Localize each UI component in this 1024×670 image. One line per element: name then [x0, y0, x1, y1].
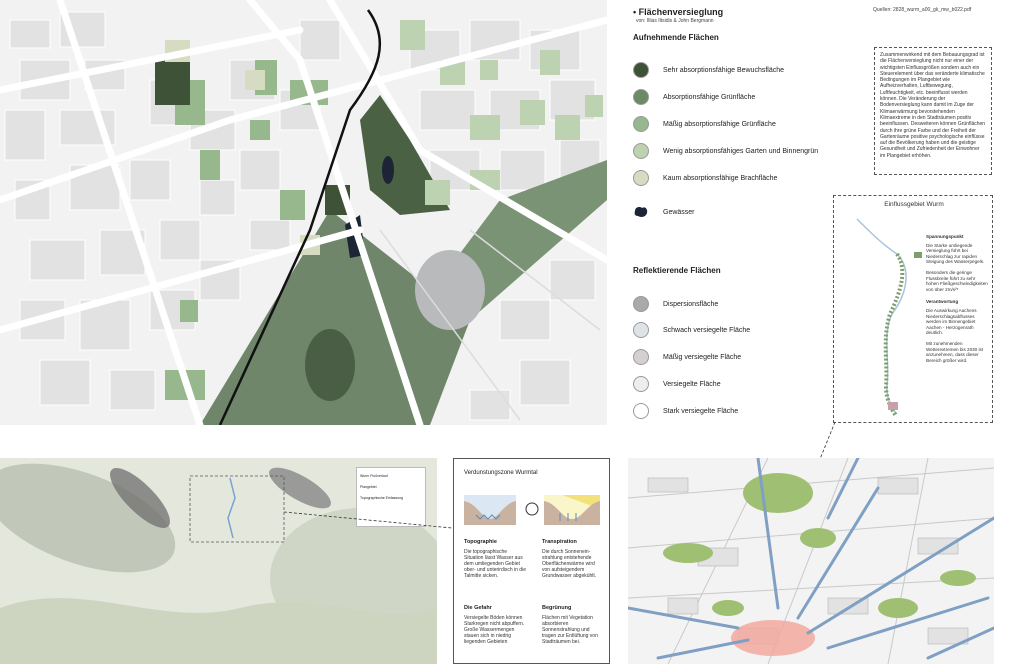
legend-label: Schwach versiegelte Fläche [663, 326, 751, 334]
legend-item [633, 403, 738, 419]
legend-swatch [633, 296, 649, 312]
wurmtal-text: Die durch Sonnenein-strahlung entstehende Oberflächenwärme wird von aufsteigendem Grundwasser abgekühlt. [542, 549, 597, 579]
perspective-map [628, 458, 994, 664]
legend-label: Sehr absorptionsfähige Bewuchsfläche [663, 66, 785, 74]
source-line: Quellen: 2828_wurm_a00_gk_mw_b022.pdf [873, 7, 972, 13]
legend-label: Wenig absorptionsfähiges Garten und Binnengrün [663, 147, 819, 155]
info-textbox [874, 47, 992, 175]
einfluss-text [926, 234, 988, 363]
wurmtal-col-transpiration [542, 539, 604, 579]
einfluss-paragraph: Die Auswirkung Aachens Niederschlagsabflusses werden im Binnengebiet Aachen - Herzogenrath deutlich. [926, 307, 977, 336]
legend-swatch [633, 376, 649, 392]
legend-label: Mäßig absorptionsfähige Grünfläche [663, 120, 776, 128]
authors-line: von: Illias Iltsidis & John Bergmann [636, 18, 714, 24]
wurmtal-heading: Die Gefahr [464, 605, 492, 611]
wurmtal-text: Flächen mit Vegetation absorbieren Sonnenstrahlung und tragen zur Entlüftung von Stadträumen bei. [542, 615, 598, 645]
legend-label: Absorptionsfähige Grünfläche [663, 93, 756, 101]
legend-label: Dispersionsfläche [663, 300, 719, 308]
legend-swatch [633, 349, 649, 365]
einfluss-paragraph: Besonders die geringe Flussbreite führt zu sehr hohen Fließgeschwindigkeiten von über 2m/s²* [926, 269, 988, 292]
site-plan-drawing [0, 0, 607, 425]
einfluss-heading-2: Verantwortung [926, 299, 959, 305]
topo-legend-item: Wurm Flußverlauf [360, 474, 388, 478]
wurmtal-panel [453, 458, 610, 664]
legend-label: Mäßig versiegelte Fläche [663, 353, 742, 361]
legend-label: Gewässer [663, 208, 695, 216]
legend-swatch [633, 89, 649, 105]
wurmtal-text: Die topographische Situation lässt Wasser aus dem umliegenden Gebiet ober- und unterirdisch in die Talmitte sicken. [464, 549, 526, 579]
wurmtal-heading: Begrünung [542, 605, 572, 611]
wurmtal-text: Versiegelte Böden können Starkregen nicht abpuffern. Große Wassermengen stauen sich in niedrig liegenden Gebieten [464, 615, 525, 645]
legend-swatch [633, 62, 649, 78]
info-text: Zusammenwirkend mit dem Bebauungsgrad ist die Flächenversieglung nicht nur einer der wichtigsten Einflussgrößen sondern auch ein Steuerelement über das veränderte klimatische Bedingungen im Plangebiet wie Aufheizverhalten, Luftbewegung, Luftfeuchtigkeit, etc. beeinflusst werden können. Die Veränderung der Bodenversieglung kann damit im Zuge der Klimaerwärmung bevorstehenden Klimaextreme in den Stadträumen positiv beeinflussen. Desweiteren können Grünflächen durch ihre grüne Farbe und der Freiheit der Gartenräume positive psychologische einflüsse auf die Bevölkerung haben und die geistige Gesundheit und Zufriedenheit der Einwohner im Plangebiet erhöhen. [880, 52, 986, 159]
wurmtal-diagram [462, 489, 602, 533]
legend-item [633, 376, 721, 392]
wurmtal-heading: Topographie [464, 539, 497, 545]
reflecting-heading: Reflektierende Flächen [633, 266, 721, 275]
wurmtal-col-begruenung [542, 605, 604, 645]
wurmtal-heading: Transpiration [542, 539, 577, 545]
legend-item [633, 170, 777, 186]
title-text: Flächenversieglung [638, 7, 724, 17]
legend-item [633, 322, 750, 338]
legend-swatch [633, 116, 649, 132]
legend-swatch [633, 143, 649, 159]
einfluss-heading-1: Spannungspunkt [926, 234, 964, 239]
legend-item-water [633, 204, 695, 220]
legend-item [633, 89, 755, 105]
connector-line-2 [284, 510, 454, 530]
wurmtal-col-topographie [464, 539, 526, 579]
perspective-drawing [628, 458, 994, 664]
legend-item [633, 62, 784, 78]
wurmtal-title: Verdunstungszone Wurmtal [464, 470, 538, 476]
legend-item [633, 349, 741, 365]
legend-item [633, 143, 818, 159]
einfluss-panel [833, 195, 993, 423]
water-icon [633, 205, 649, 219]
site-plan-map [0, 0, 607, 425]
einfluss-paragraph: Mit zunehmenden Wetterextremen bis 2030 ist anzunehmen, dass dieser Bereich größer wird. [926, 340, 984, 363]
legend-label: Stark versiegelte Fläche [663, 407, 739, 415]
legend-swatch [633, 322, 649, 338]
legend-swatch [633, 170, 649, 186]
topo-legend-item: Plangebiet [360, 485, 377, 489]
topography-map [0, 458, 437, 664]
wurm-river-map [852, 214, 927, 419]
einfluss-paragraph: Die Starke umliegende Versieglung führt bei Niederschlag zur rapiden Steigung des Wasserpegels. [926, 242, 985, 265]
legend-item [633, 116, 776, 132]
legend-swatch [633, 403, 649, 419]
absorbing-heading: Aufnehmende Flächen [633, 33, 719, 42]
legend-label: Versiegelte Fläche [663, 380, 721, 388]
wurmtal-col-gefahr [464, 605, 526, 645]
legend-label: Kaum absorptionsfähige Brachfläche [663, 174, 778, 182]
legend-item [633, 296, 718, 312]
page-title: • Flächenversieglung [633, 7, 724, 17]
topo-legend-item: Topographische Einfassung [360, 496, 404, 500]
einfluss-title: Einflussgebiet Wurm [884, 201, 944, 208]
